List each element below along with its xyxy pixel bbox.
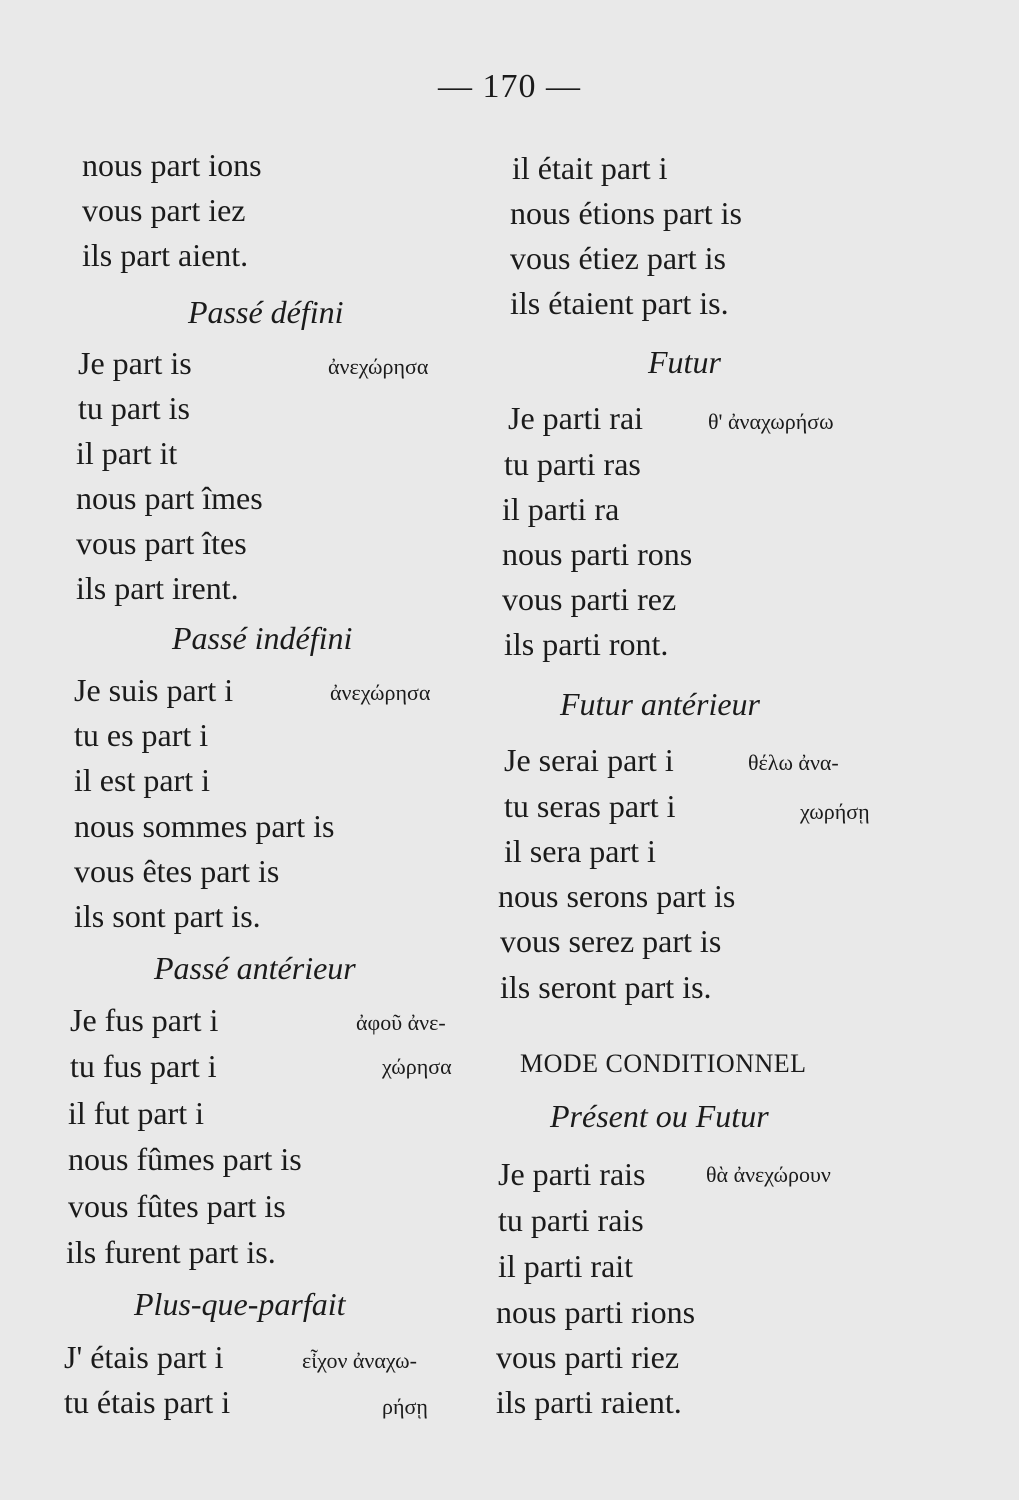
greek-translation: θέλω ἀνα-: [748, 750, 839, 775]
conjugation-line: il part it: [76, 435, 178, 471]
greek-translation: ἀφοῦ ἀνε-: [356, 1010, 446, 1035]
conjugation-line: nous part îmes: [76, 480, 263, 516]
conjugation-line: ils parti ront.: [504, 626, 669, 662]
conjugation-line: vous part iez: [82, 192, 246, 228]
conjugation-line: vous êtes part is: [74, 853, 280, 889]
tense-heading: Passé indéfini: [172, 620, 353, 656]
conjugation-line: il sera part i: [504, 833, 656, 869]
conjugation-line: Je serai part i: [504, 742, 674, 778]
conjugation-line: tu part is: [78, 390, 190, 426]
conjugation-line: ils part aient.: [82, 237, 249, 273]
conjugation-line: tu es part i: [74, 717, 209, 753]
conjugation-line: il est part i: [74, 762, 210, 798]
conjugation-line: vous parti riez: [496, 1339, 680, 1375]
tense-heading: Futur: [648, 344, 721, 380]
greek-translation: χώρησα: [382, 1054, 452, 1079]
tense-heading: Passé défini: [188, 294, 344, 330]
conjugation-line: vous serez part is: [500, 923, 722, 959]
conjugation-line: il parti rait: [498, 1248, 634, 1284]
conjugation-line: nous parti rons: [502, 536, 693, 572]
conjugation-line: tu étais part i: [64, 1384, 231, 1420]
conjugation-line: ils parti raient.: [496, 1384, 682, 1420]
conjugation-line: ils furent part is.: [66, 1234, 276, 1270]
conjugation-line: il fut part i: [68, 1095, 204, 1131]
greek-translation: ἀνεχώρησα: [328, 354, 429, 379]
conjugation-line: nous serons part is: [498, 878, 736, 914]
conjugation-line: Je fus part i: [70, 1002, 219, 1038]
greek-translation: θ' ἀναχωρήσω: [708, 409, 834, 434]
conjugation-line: vous étiez part is: [510, 240, 726, 276]
tense-heading: Présent ou Futur: [550, 1098, 769, 1134]
conjugation-line: ils étaient part is.: [510, 285, 729, 321]
conjugation-line: Je parti rai: [508, 400, 644, 436]
conjugation-line: nous parti rions: [496, 1294, 696, 1330]
conjugation-line: nous étions part is: [510, 195, 742, 231]
conjugation-line: Je suis part i: [74, 672, 234, 708]
conjugation-line: Je part is: [78, 345, 192, 381]
conjugation-line: ils part irent.: [76, 570, 239, 606]
greek-translation: θὰ ἀνεχώρουν: [706, 1162, 831, 1187]
conjugation-line: ils seront part is.: [500, 969, 712, 1005]
conjugation-line: vous part îtes: [76, 525, 247, 561]
mode-heading: MODE CONDITIONNEL: [520, 1049, 807, 1078]
conjugation-line: Je parti rais: [498, 1156, 646, 1192]
conjugation-line: tu fus part i: [70, 1048, 217, 1084]
conjugation-line: vous fûtes part is: [68, 1188, 286, 1224]
greek-translation: χωρήσῃ: [800, 799, 870, 824]
conjugation-line: nous part ions: [82, 147, 262, 183]
greek-translation: εἶχον ἀναχω-: [302, 1348, 417, 1373]
conjugation-line: il était part i: [512, 150, 668, 186]
greek-translation: ἀνεχώρησα: [330, 680, 431, 705]
conjugation-line: tu seras part i: [504, 788, 676, 824]
conjugation-line: nous fûmes part is: [68, 1141, 302, 1177]
greek-translation: ρήσῃ: [382, 1394, 428, 1419]
conjugation-line: nous sommes part is: [74, 808, 335, 844]
tense-heading: Futur antérieur: [560, 686, 760, 722]
conjugation-line: tu parti ras: [504, 446, 641, 482]
conjugation-line: tu parti rais: [498, 1202, 644, 1238]
tense-heading: Plus-que-parfait: [134, 1286, 346, 1322]
conjugation-line: ils sont part is.: [74, 898, 261, 934]
tense-heading: Passé antérieur: [154, 950, 356, 986]
conjugation-line: il parti ra: [502, 491, 620, 527]
conjugation-line: J' étais part i: [64, 1339, 224, 1375]
page-number: — 170 —: [438, 68, 581, 105]
conjugation-line: vous parti rez: [502, 581, 677, 617]
